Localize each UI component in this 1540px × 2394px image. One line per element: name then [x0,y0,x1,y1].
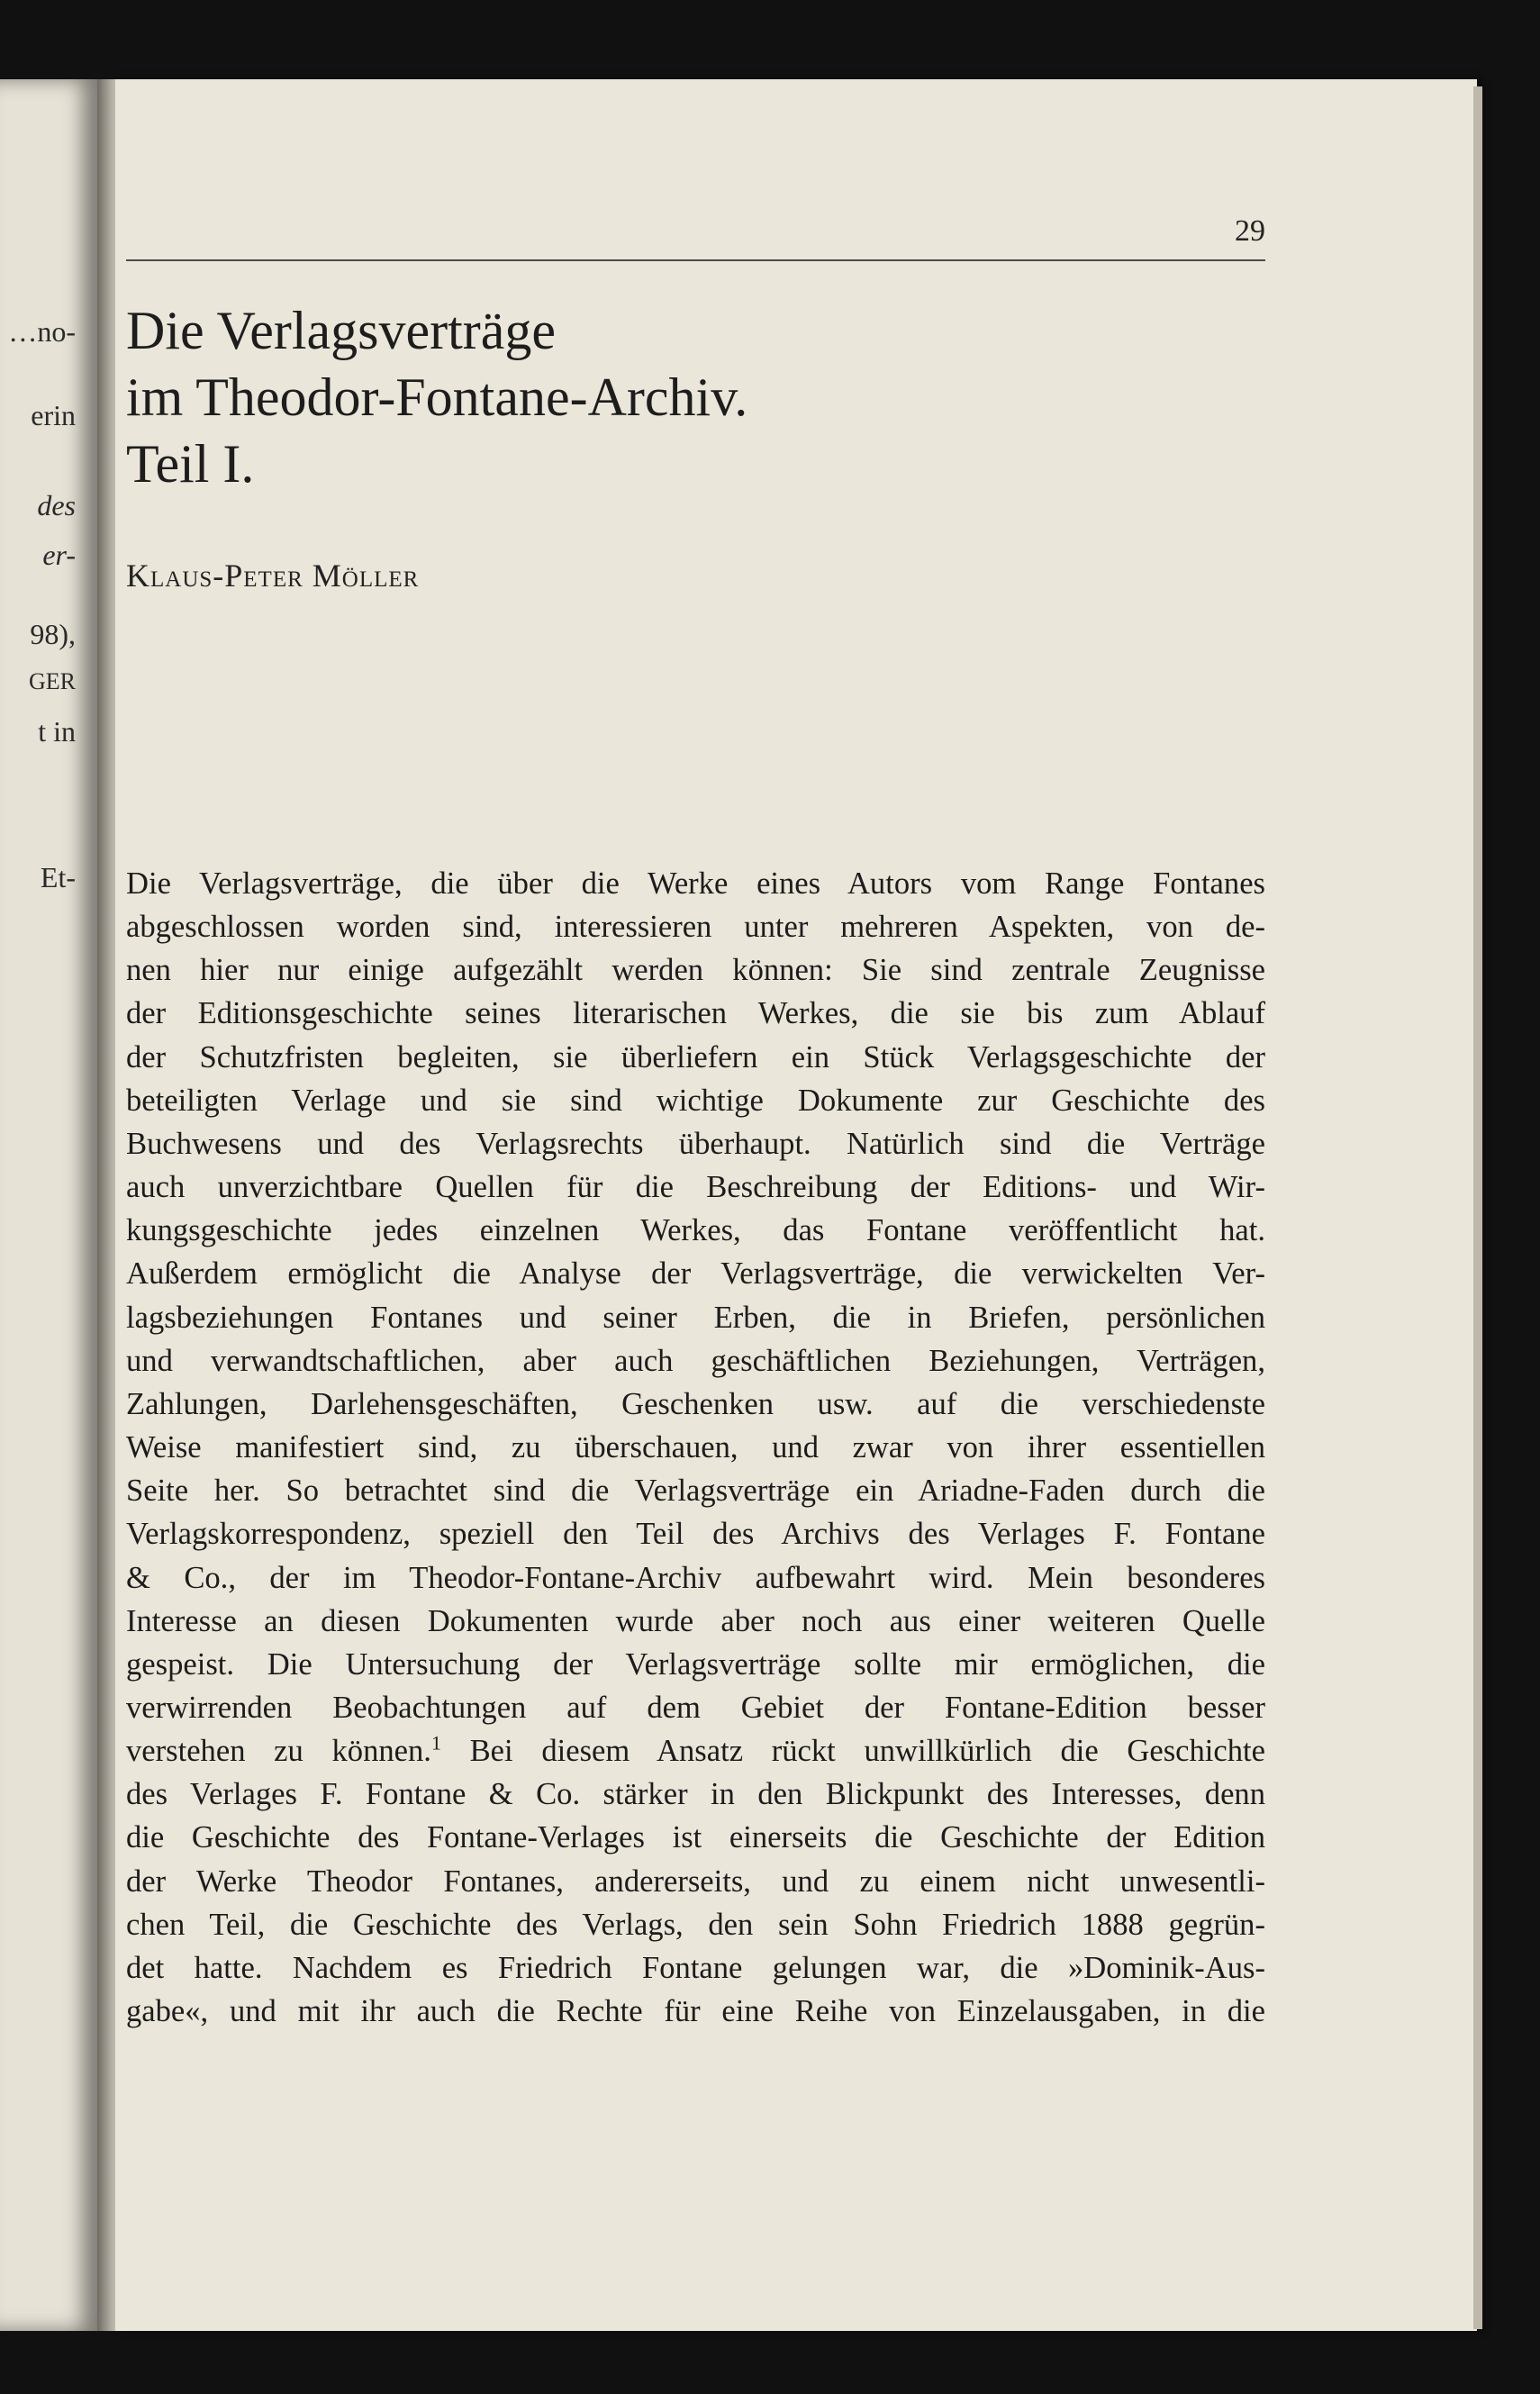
body-line: Zahlungen, Darlehensgeschäften, Geschenken usw. auf die verschiedenste [126,1386,1265,1421]
left-page-text: 98), [30,618,76,650]
body-line: der Werke Theodor Fontanes, andererseits, und zu einem nicht unwesentli- [126,1864,1265,1899]
body-line: gabe«, und mit ihr auch die Rechte für eine Reihe von Einzelausgaben, in die [126,1994,1265,2029]
title-line: im Theodor-Fontane-Archiv. [126,367,748,427]
body-line: kungsgeschichte jedes einzelnen Werkes, das Fontane veröffentlicht hat. [126,1213,1265,1248]
body-line: Buchwesens und des Verlagsrechts überhaupt. Natürlich sind die Verträge [126,1126,1265,1161]
body-line: und verwandtschaftlichen, aber auch geschäftlichen Beziehungen, Verträgen, [126,1343,1265,1378]
body-line-with-footnote [126,1729,1265,1773]
body-line: Seite her. So betrachtet sind die Verlagsverträge ein Ariadne-Faden durch die [126,1474,1265,1509]
footnote-marker: 1 [430,1731,441,1755]
body-line: Die Verlagsverträge, die über die Werke eines Autors vom Range Fontanes [126,866,1265,901]
body-line: chen Teil, die Geschichte des Verlags, den sein Sohn Friedrich 1888 gegrün- [126,1907,1265,1942]
body-line: beteiligten Verlage und sie sind wichtige Dokumente zur Geschichte des [126,1083,1265,1118]
page-number: 29 [1235,214,1265,248]
header-rule [126,259,1265,261]
left-page-text: …no- [8,315,76,348]
left-page-text: er- [42,539,76,571]
body-line: die Geschichte des Fontane-Verlages ist einerseits die Geschichte der Edition [126,1820,1265,1855]
body-line: des Verlages F. Fontane & Co. stärker in den Blickpunkt des Interesses, denn [126,1777,1265,1812]
left-page-text: erin [31,399,76,431]
body-line-head: verstehen zu können. [126,1734,431,1769]
body-line: gespeist. Die Untersuchung der Verlagsverträge sollte mir ermöglichen, die [126,1646,1265,1682]
body-line: der Editionsgeschichte seines literarischen Werkes, die sie bis zum Ablauf [126,996,1265,1031]
body-line: Weise manifestiert sind, zu überschauen, und zwar von ihrer essentiellen [126,1430,1265,1465]
body-line: abgeschlossen worden sind, interessieren unter mehreren Aspekten, von de- [126,910,1265,945]
body-line: auch unverzichtbare Quellen für die Beschreibung der Editions- und Wir- [126,1170,1265,1205]
title-line: Die Verlagsverträge [126,301,557,360]
body-line: nen hier nur einige aufgezählt werden können: Sie sind zentrale Zeugnisse [126,953,1265,988]
body-line: Verlagskorrespondenz, speziell den Teil des Archivs des Verlages F. Fontane [126,1517,1265,1552]
page-edge [1473,86,1482,2329]
body-line: & Co., der im Theodor-Fontane-Archiv aufbewahrt wird. Mein besonderes [126,1560,1265,1595]
title-line: Teil I. [126,434,255,494]
body-line-tail: Bei diesem Ansatz rückt unwillkürlich die Geschichte [440,1734,1266,1769]
body-text [126,862,1265,2033]
body-line: verwirrenden Beobachtungen auf dem Gebiet der Fontane-Edition besser [126,1690,1265,1725]
book-gutter [97,79,117,2331]
article-title [126,297,1207,497]
body-line: lagsbeziehungen Fontanes und seiner Erben, die in Briefen, persönlichen [126,1300,1265,1335]
left-page-text: des [37,489,76,521]
left-page-text: Et- [40,861,76,893]
body-line: Außerdem ermöglicht die Analyse der Verlagsverträge, die verwickelten Ver- [126,1256,1265,1292]
body-line: der Schutzfristen begleiten, sie überliefern ein Stück Verlagsgeschichte der [126,1039,1265,1075]
left-page-fragment [0,79,99,2331]
left-page-text: GER [29,668,76,694]
body-line: det hatte. Nachdem es Friedrich Fontane gelungen war, die »Dominik-Aus- [126,1950,1265,1985]
left-page-text: t in [38,715,76,748]
body-line: Interesse an diesen Dokumenten wurde aber noch aus einer weiteren Quelle [126,1603,1265,1638]
author-name: Klaus-Peter Möller [126,558,420,594]
